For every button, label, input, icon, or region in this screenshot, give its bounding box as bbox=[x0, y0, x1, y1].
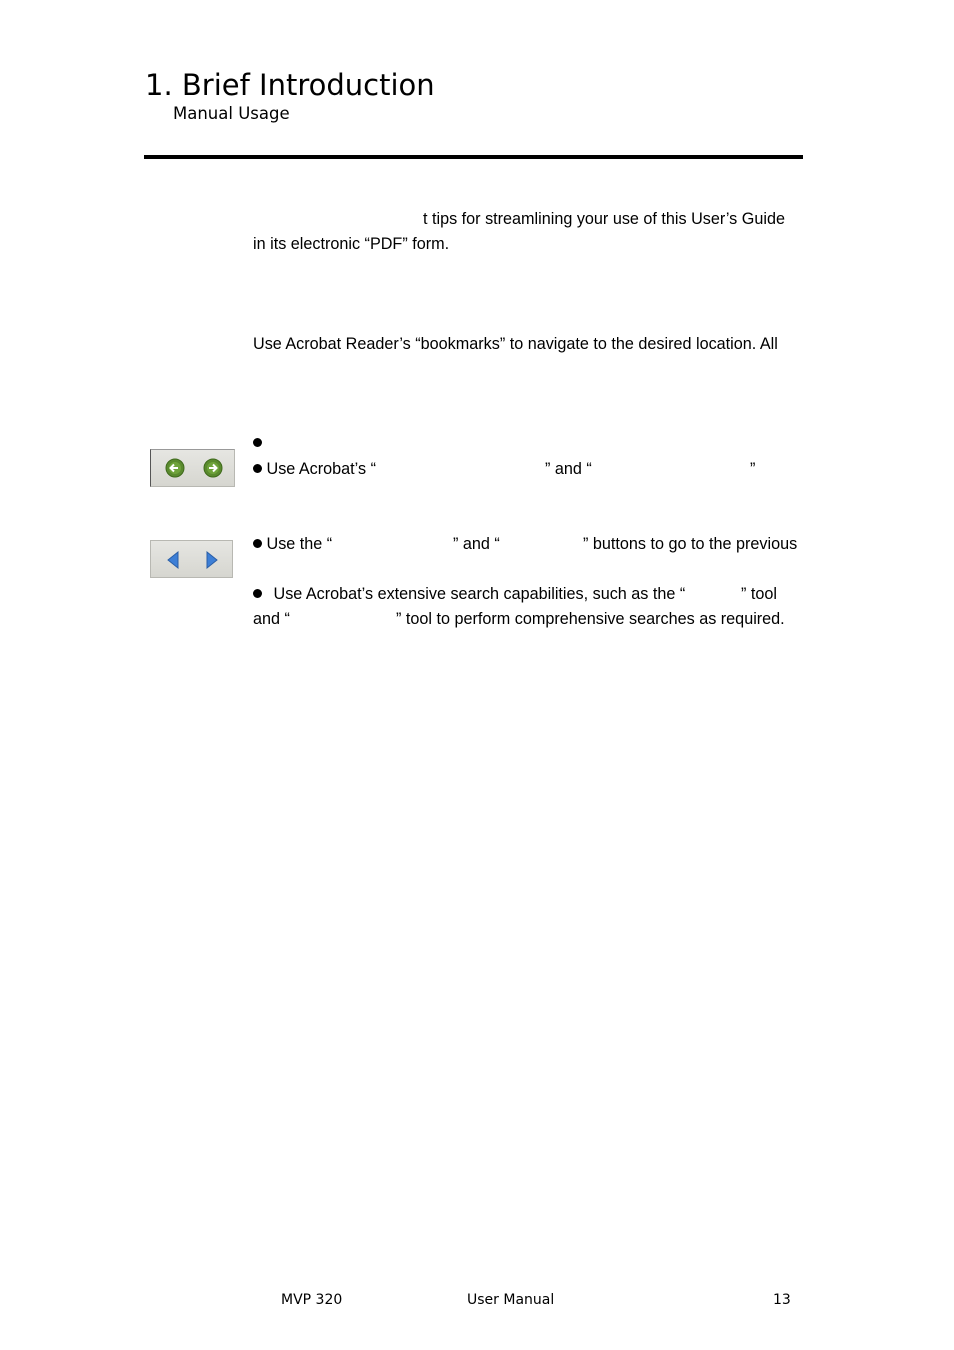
prev-next-icons bbox=[151, 541, 234, 579]
back-arrow-icon bbox=[166, 459, 184, 477]
page-title: 1. Brief Introduction bbox=[145, 68, 435, 102]
bullet-dot bbox=[253, 539, 262, 548]
intro-text-line1: t tips for streamlining your use of this User’s Guide bbox=[423, 210, 785, 228]
bullet-dot bbox=[253, 589, 262, 598]
bullet-empty bbox=[253, 434, 262, 453]
acrobat-nav-prefix: Use Acrobat’s “ bbox=[266, 460, 376, 478]
back-forward-icons bbox=[151, 450, 236, 488]
page-buttons-end: ” buttons to go to the previous bbox=[583, 535, 798, 553]
prev-next-icon-group bbox=[150, 540, 233, 578]
bookmarks-text: Use Acrobat Reader’s “bookmarks” to navigate to the desired location. All bbox=[253, 335, 778, 353]
footer-doc-name: User Manual bbox=[467, 1292, 555, 1308]
previous-page-icon bbox=[168, 552, 178, 568]
page-buttons-prefix: Use the “ bbox=[266, 535, 333, 553]
back-forward-icon-group bbox=[150, 449, 235, 487]
bullet-search bbox=[253, 585, 685, 604]
bullet-dot bbox=[253, 438, 262, 447]
next-page-icon bbox=[207, 552, 217, 568]
page-buttons-and: ” and “ bbox=[453, 535, 500, 553]
title-divider bbox=[144, 155, 803, 159]
search-line1-end: ” tool bbox=[741, 585, 777, 603]
footer-page-number: 13 bbox=[773, 1292, 791, 1308]
footer-model: MVP 320 bbox=[281, 1292, 343, 1308]
acrobat-nav-end: ” bbox=[750, 460, 756, 478]
search-line2-prefix: and “ bbox=[253, 610, 290, 628]
section-subtitle: Manual Usage bbox=[173, 104, 290, 123]
search-line2-end: ” tool to perform comprehensive searches as required. bbox=[396, 610, 785, 628]
bullet-page-buttons bbox=[253, 535, 332, 554]
acrobat-nav-and: ” and “ bbox=[545, 460, 592, 478]
forward-arrow-icon bbox=[204, 459, 222, 477]
intro-text-line2: in its electronic “PDF” form. bbox=[253, 235, 450, 253]
bullet-acrobat-nav bbox=[253, 460, 376, 479]
bullet-dot bbox=[253, 464, 262, 473]
search-line1-prefix: Use Acrobat’s extensive search capabilities, such as the “ bbox=[273, 585, 686, 603]
